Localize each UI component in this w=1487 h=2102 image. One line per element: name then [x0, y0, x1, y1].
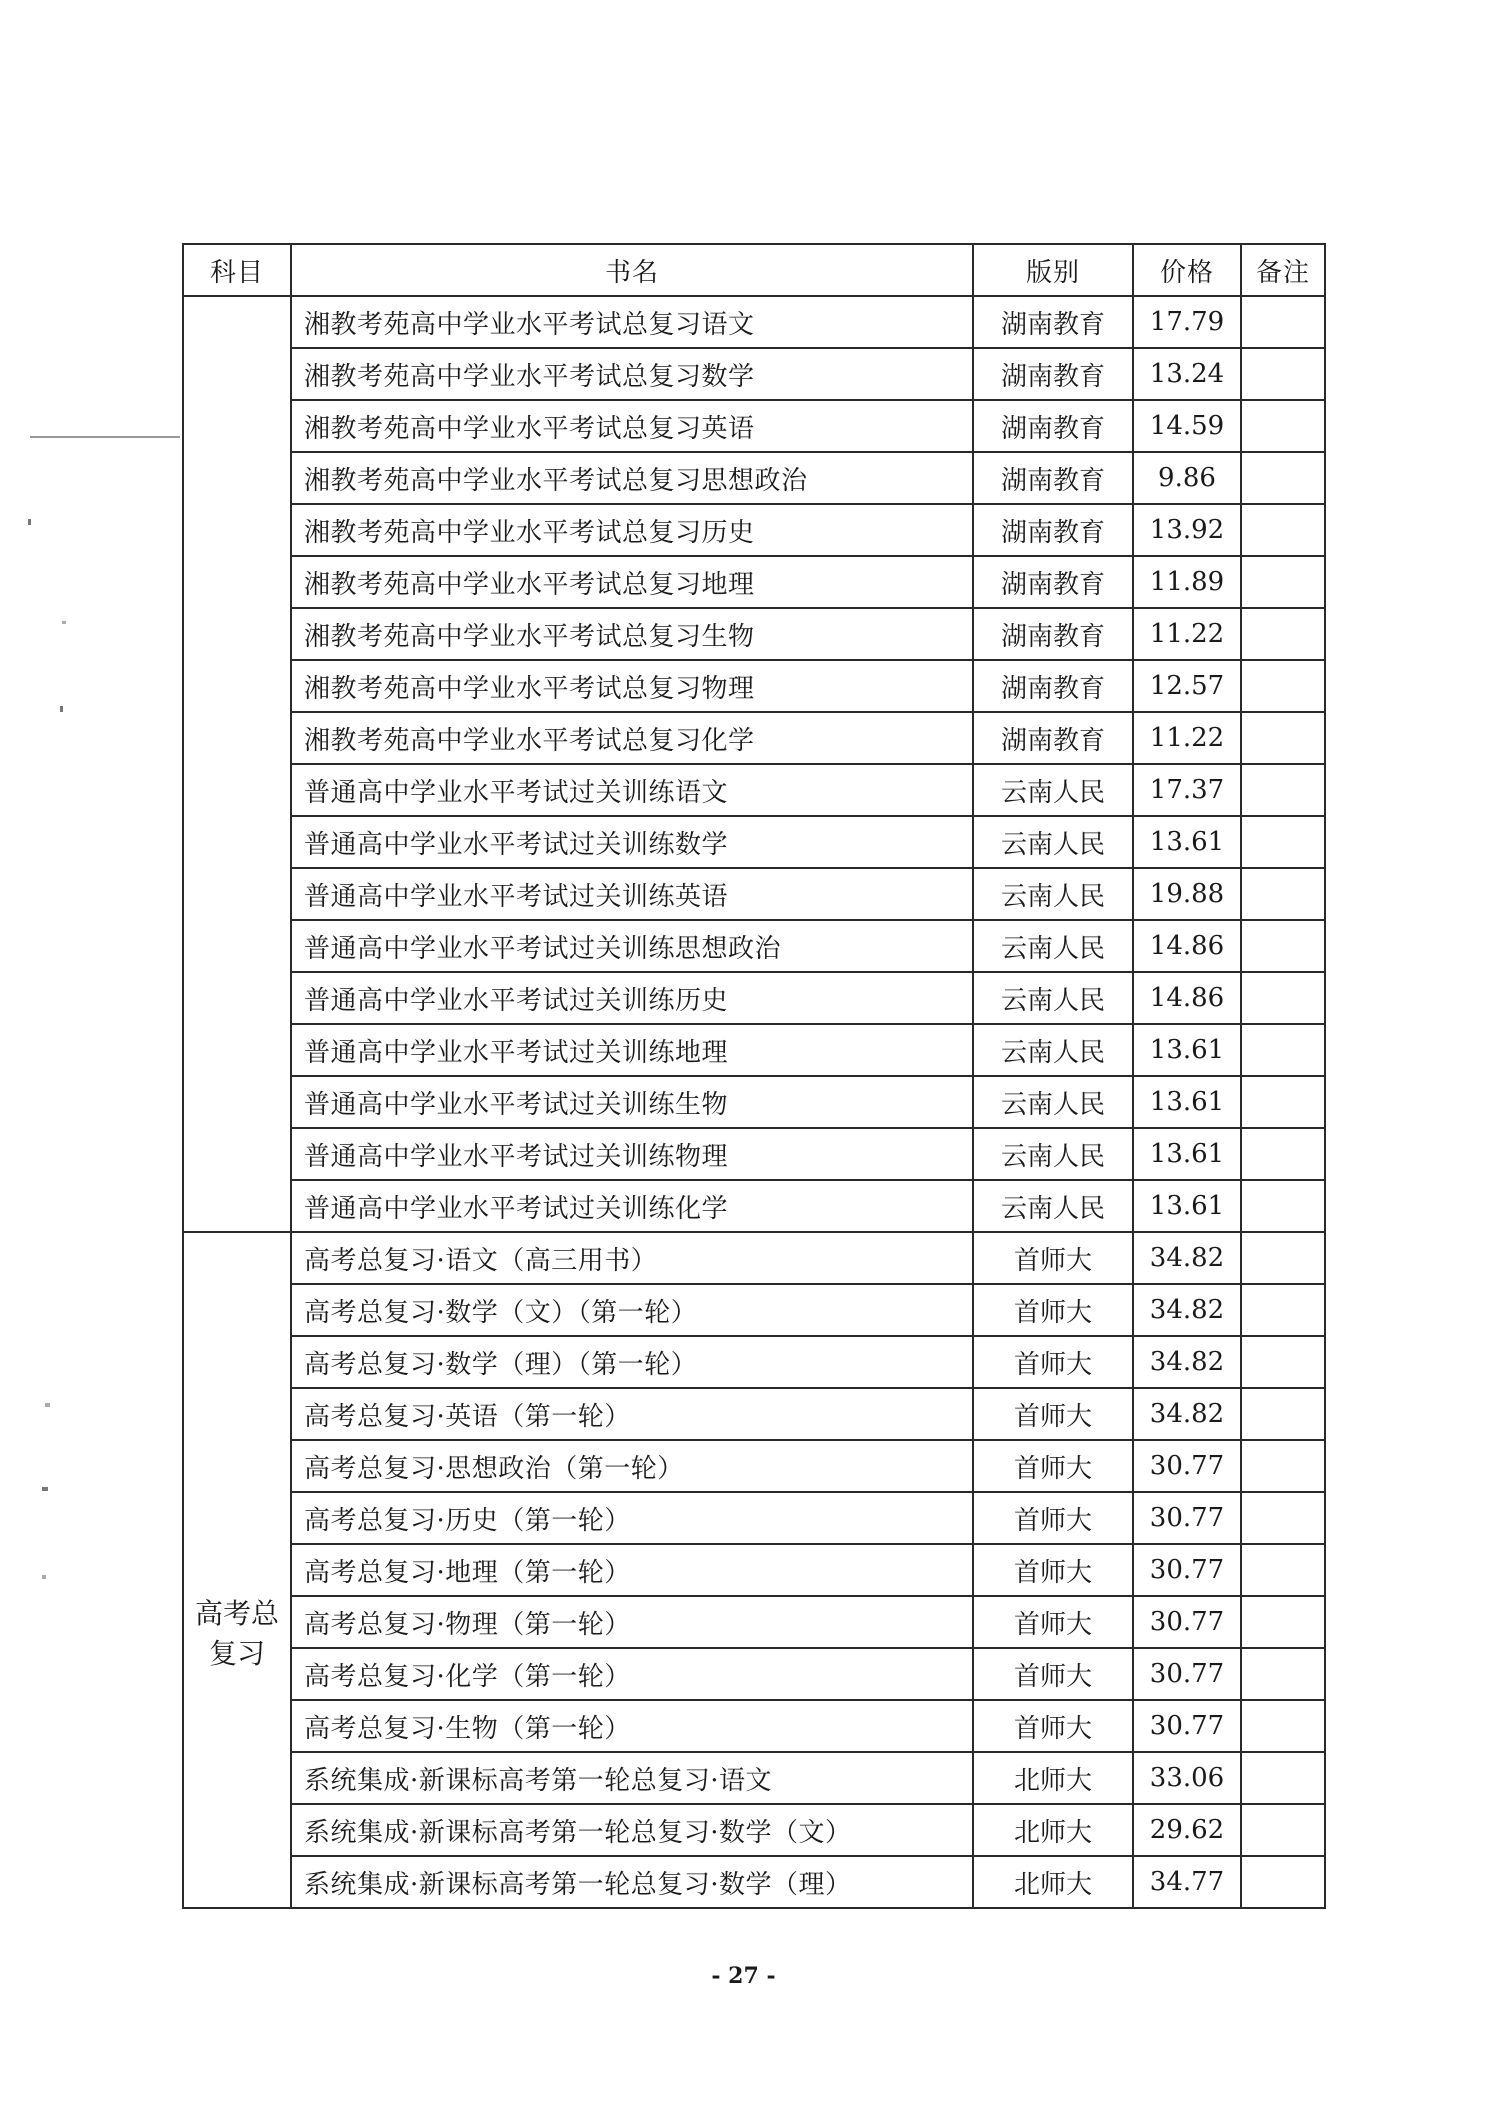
table-row [183, 1700, 1325, 1752]
publisher-cell: 首师大 [973, 1284, 1133, 1336]
publisher-cell: 云南人民 [973, 764, 1133, 816]
publisher-cell: 湖南教育 [973, 452, 1133, 504]
price-cell: 14.86 [1133, 972, 1241, 1024]
title-cell: 普通高中学业水平考试过关训练历史 [291, 972, 973, 1024]
publisher-cell: 云南人民 [973, 1180, 1133, 1232]
table-row [183, 504, 1325, 556]
price-cell: 12.57 [1133, 660, 1241, 712]
title-cell: 高考总复习·化学（第一轮） [291, 1648, 973, 1700]
note-cell [1241, 712, 1325, 764]
note-cell [1241, 920, 1325, 972]
publisher-cell: 首师大 [973, 1648, 1133, 1700]
title-cell: 湘教考苑高中学业水平考试总复习英语 [291, 400, 973, 452]
table-row [183, 556, 1325, 608]
table-row [183, 1024, 1325, 1076]
table-row [183, 1284, 1325, 1336]
table-row [183, 972, 1325, 1024]
title-cell: 高考总复习·数学（文）（第一轮） [291, 1284, 973, 1336]
title-cell: 湘教考苑高中学业水平考试总复习地理 [291, 556, 973, 608]
note-cell [1241, 660, 1325, 712]
price-cell: 29.62 [1133, 1804, 1241, 1856]
title-cell: 高考总复习·物理（第一轮） [291, 1596, 973, 1648]
table-row [183, 1648, 1325, 1700]
note-cell [1241, 1648, 1325, 1700]
table-row [183, 1336, 1325, 1388]
subject-cell: 高考总复习 [183, 1232, 291, 1908]
table-row [183, 348, 1325, 400]
title-cell: 高考总复习·数学（理）（第一轮） [291, 1336, 973, 1388]
price-cell: 9.86 [1133, 452, 1241, 504]
price-cell: 30.77 [1133, 1596, 1241, 1648]
table-row [183, 816, 1325, 868]
price-cell: 17.37 [1133, 764, 1241, 816]
table-row [183, 452, 1325, 504]
price-cell: 13.61 [1133, 816, 1241, 868]
title-cell: 湘教考苑高中学业水平考试总复习历史 [291, 504, 973, 556]
note-cell [1241, 1596, 1325, 1648]
title-cell: 系统集成·新课标高考第一轮总复习·数学（文） [291, 1804, 973, 1856]
table-row [183, 920, 1325, 972]
scan-mark [42, 1487, 48, 1491]
price-cell: 17.79 [1133, 296, 1241, 348]
title-cell: 湘教考苑高中学业水平考试总复习物理 [291, 660, 973, 712]
publisher-cell: 湖南教育 [973, 660, 1133, 712]
table-row [183, 1752, 1325, 1804]
price-cell: 34.82 [1133, 1232, 1241, 1284]
table-body [183, 296, 1325, 1908]
title-cell: 普通高中学业水平考试过关训练数学 [291, 816, 973, 868]
scan-mark [62, 621, 66, 624]
publisher-cell: 首师大 [973, 1388, 1133, 1440]
note-cell [1241, 1492, 1325, 1544]
table-row [183, 1180, 1325, 1232]
note-cell [1241, 348, 1325, 400]
price-cell: 13.61 [1133, 1024, 1241, 1076]
price-cell: 13.61 [1133, 1076, 1241, 1128]
publisher-cell: 云南人民 [973, 1076, 1133, 1128]
publisher-cell: 北师大 [973, 1856, 1133, 1908]
table-row [183, 1596, 1325, 1648]
note-cell [1241, 1076, 1325, 1128]
table-row [183, 1076, 1325, 1128]
title-cell: 系统集成·新课标高考第一轮总复习·语文 [291, 1752, 973, 1804]
price-cell: 34.82 [1133, 1284, 1241, 1336]
note-cell [1241, 452, 1325, 504]
price-cell: 11.22 [1133, 712, 1241, 764]
table-row [183, 660, 1325, 712]
table-row [183, 764, 1325, 816]
note-cell [1241, 1804, 1325, 1856]
note-cell [1241, 556, 1325, 608]
table-row [183, 1128, 1325, 1180]
note-cell [1241, 1440, 1325, 1492]
title-cell: 湘教考苑高中学业水平考试总复习数学 [291, 348, 973, 400]
publisher-cell: 云南人民 [973, 1024, 1133, 1076]
publisher-cell: 湖南教育 [973, 608, 1133, 660]
note-cell [1241, 1700, 1325, 1752]
note-cell [1241, 400, 1325, 452]
price-cell: 19.88 [1133, 868, 1241, 920]
book-price-table [182, 243, 1326, 1909]
price-cell: 30.77 [1133, 1544, 1241, 1596]
title-cell: 普通高中学业水平考试过关训练思想政治 [291, 920, 973, 972]
publisher-cell: 云南人民 [973, 816, 1133, 868]
title-cell: 普通高中学业水平考试过关训练英语 [291, 868, 973, 920]
note-cell [1241, 608, 1325, 660]
title-cell: 普通高中学业水平考试过关训练地理 [291, 1024, 973, 1076]
table-row [183, 1804, 1325, 1856]
publisher-cell: 首师大 [973, 1440, 1133, 1492]
title-cell: 湘教考苑高中学业水平考试总复习化学 [291, 712, 973, 764]
title-cell: 湘教考苑高中学业水平考试总复习思想政治 [291, 452, 973, 504]
table-header-row [183, 244, 1325, 296]
header-title: 书名 [291, 244, 973, 296]
title-cell: 高考总复习·思想政治（第一轮） [291, 1440, 973, 1492]
price-cell: 14.59 [1133, 400, 1241, 452]
note-cell [1241, 504, 1325, 556]
price-cell: 14.86 [1133, 920, 1241, 972]
price-cell: 34.82 [1133, 1388, 1241, 1440]
price-cell: 13.24 [1133, 348, 1241, 400]
publisher-cell: 云南人民 [973, 868, 1133, 920]
table-row [183, 608, 1325, 660]
table-row [183, 868, 1325, 920]
title-cell: 普通高中学业水平考试过关训练语文 [291, 764, 973, 816]
note-cell [1241, 816, 1325, 868]
title-cell: 高考总复习·历史（第一轮） [291, 1492, 973, 1544]
table-row [183, 1440, 1325, 1492]
title-cell: 湘教考苑高中学业水平考试总复习生物 [291, 608, 973, 660]
title-cell: 系统集成·新课标高考第一轮总复习·数学（理） [291, 1856, 973, 1908]
note-cell [1241, 1544, 1325, 1596]
publisher-cell: 湖南教育 [973, 348, 1133, 400]
price-cell: 30.77 [1133, 1492, 1241, 1544]
table-row [183, 1544, 1325, 1596]
note-cell [1241, 764, 1325, 816]
publisher-cell: 湖南教育 [973, 400, 1133, 452]
publisher-cell: 首师大 [973, 1336, 1133, 1388]
scan-mark [42, 1575, 46, 1579]
table-row [183, 400, 1325, 452]
title-cell: 普通高中学业水平考试过关训练生物 [291, 1076, 973, 1128]
title-cell: 高考总复习·英语（第一轮） [291, 1388, 973, 1440]
note-cell [1241, 1336, 1325, 1388]
table-row [183, 296, 1325, 348]
note-cell [1241, 1128, 1325, 1180]
publisher-cell: 湖南教育 [973, 712, 1133, 764]
table-row [183, 1232, 1325, 1284]
price-cell: 34.82 [1133, 1336, 1241, 1388]
price-cell: 13.61 [1133, 1128, 1241, 1180]
header-subject: 科目 [183, 244, 291, 296]
title-cell: 高考总复习·地理（第一轮） [291, 1544, 973, 1596]
price-cell: 13.92 [1133, 504, 1241, 556]
scan-mark [60, 706, 63, 712]
publisher-cell: 首师大 [973, 1492, 1133, 1544]
note-cell [1241, 1180, 1325, 1232]
scan-mark [45, 1403, 50, 1407]
header-publisher: 版别 [973, 244, 1133, 296]
header-note: 备注 [1241, 244, 1325, 296]
price-cell: 11.22 [1133, 608, 1241, 660]
table-row [183, 1856, 1325, 1908]
publisher-cell: 湖南教育 [973, 296, 1133, 348]
note-cell [1241, 1752, 1325, 1804]
price-cell: 34.77 [1133, 1856, 1241, 1908]
publisher-cell: 北师大 [973, 1804, 1133, 1856]
table-row [183, 1492, 1325, 1544]
note-cell [1241, 1024, 1325, 1076]
page-number: - 27 - [711, 1963, 776, 1989]
publisher-cell: 云南人民 [973, 1128, 1133, 1180]
price-cell: 30.77 [1133, 1700, 1241, 1752]
note-cell [1241, 972, 1325, 1024]
price-cell: 30.77 [1133, 1440, 1241, 1492]
note-cell [1241, 1388, 1325, 1440]
price-cell: 13.61 [1133, 1180, 1241, 1232]
note-cell [1241, 868, 1325, 920]
publisher-cell: 北师大 [973, 1752, 1133, 1804]
title-cell: 高考总复习·生物（第一轮） [291, 1700, 973, 1752]
publisher-cell: 首师大 [973, 1596, 1133, 1648]
title-cell: 普通高中学业水平考试过关训练物理 [291, 1128, 973, 1180]
table-row [183, 712, 1325, 764]
note-cell [1241, 1856, 1325, 1908]
price-cell: 30.77 [1133, 1648, 1241, 1700]
title-cell: 高考总复习·语文（高三用书） [291, 1232, 973, 1284]
scan-mark [30, 436, 180, 438]
note-cell [1241, 296, 1325, 348]
price-cell: 33.06 [1133, 1752, 1241, 1804]
price-cell: 11.89 [1133, 556, 1241, 608]
subject-cell [183, 296, 291, 1232]
scan-mark [28, 519, 31, 525]
note-cell [1241, 1284, 1325, 1336]
publisher-cell: 云南人民 [973, 972, 1133, 1024]
publisher-cell: 首师大 [973, 1232, 1133, 1284]
publisher-cell: 首师大 [973, 1700, 1133, 1752]
publisher-cell: 首师大 [973, 1544, 1133, 1596]
note-cell [1241, 1232, 1325, 1284]
publisher-cell: 云南人民 [973, 920, 1133, 972]
title-cell: 普通高中学业水平考试过关训练化学 [291, 1180, 973, 1232]
publisher-cell: 湖南教育 [973, 556, 1133, 608]
publisher-cell: 湖南教育 [973, 504, 1133, 556]
header-price: 价格 [1133, 244, 1241, 296]
table-row [183, 1388, 1325, 1440]
title-cell: 湘教考苑高中学业水平考试总复习语文 [291, 296, 973, 348]
